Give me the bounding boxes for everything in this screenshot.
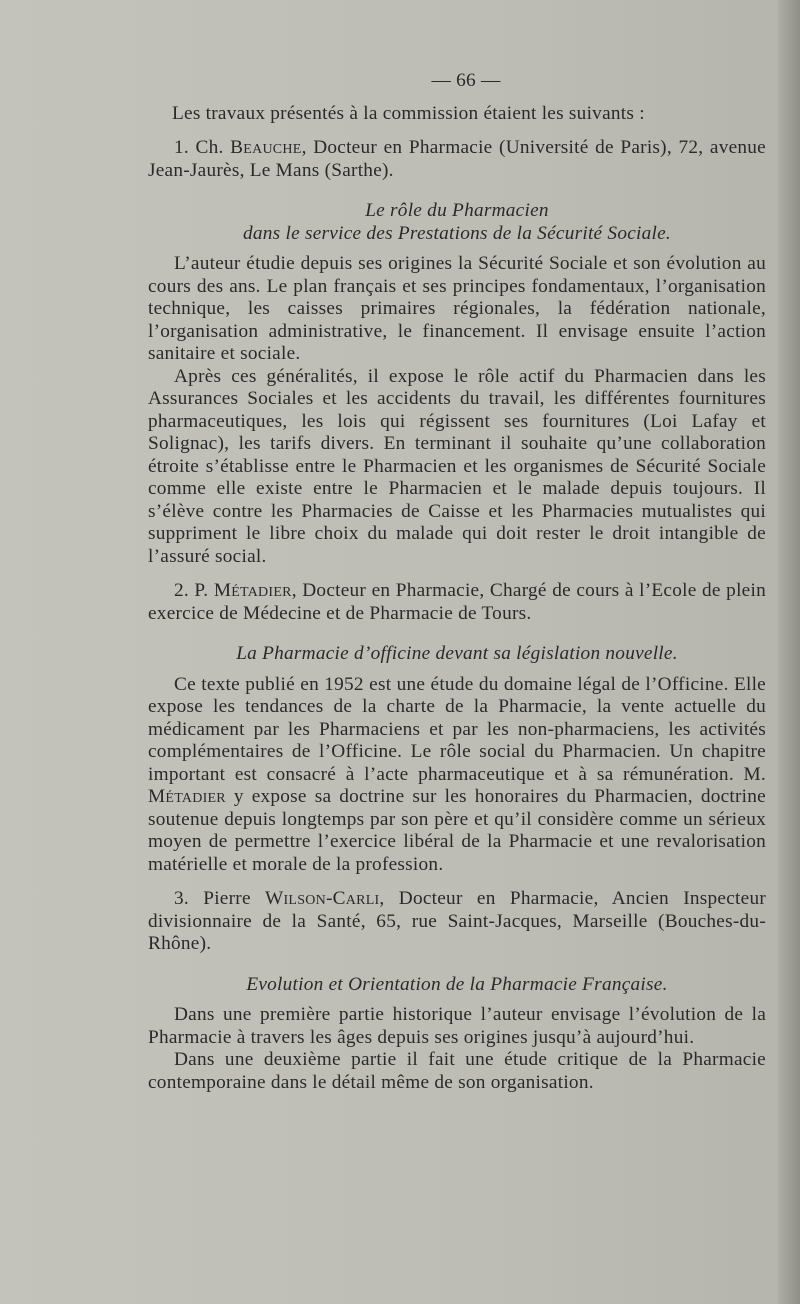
entry-2-heading [148, 580, 766, 625]
entry-number: 1. Ch. [174, 137, 231, 158]
author-affiliation: , Docteur en Pharmacie (Université de Paris), 72, avenue Jean-Jaurès, Le Mans (Sarthe). [148, 137, 766, 181]
entry-3-heading [148, 888, 766, 956]
title-line: Evolution et Orientation de la Pharmacie Française. [246, 973, 668, 995]
author-name: Métadier [148, 786, 226, 807]
entry-number: 3. Pierre [174, 888, 266, 909]
entry-2-paragraph [148, 674, 766, 877]
entry-1-heading [148, 137, 766, 182]
entry-3-paragraph: Dans une deuxième partie il fait une étude critique de la Pharmacie contemporaine dans le détail même de son organisation. [148, 1049, 766, 1093]
author-name: Wilson-Carli [265, 888, 380, 909]
author-affiliation: , Docteur en Pharmacie, Ancien Inspecteur divisionnaire de la Santé, 65, rue Saint-Jacques, Marseille (Bouches-du-Rhône). [148, 888, 766, 954]
entry-1-paragraph: L’auteur étudie depuis ses origines la Sécurité Sociale et son évolution au cours des ans. Le plan français et ses principes fondamentaux, l’organisation technique, les caisses primaires régionales, la fédération nationale, l’organisation administrative, le financement. Il envisage ensuite l’action sanitaire et sociale. [148, 253, 766, 364]
title-line: La Pharmacie d’officine devant sa législation nouvelle. [236, 643, 678, 664]
intro-sentence: Les travaux présentés à la commission étaient les suivants : [172, 102, 645, 124]
page-edge-shadow [778, 0, 800, 1304]
page-number: — 66 — [431, 70, 501, 91]
entry-3-paragraph: Dans une première partie historique l’auteur envisage l’évolution de la Pharmacie à travers les âges depuis ses origines jusqu’à aujourd’hui. [148, 1004, 766, 1048]
entry-2-title [148, 643, 766, 666]
author-affiliation: , Docteur en Pharmacie, Chargé de cours à l’Ecole de plein exercice de Médecine et de Pharmacie de Tours. [148, 580, 766, 624]
entry-1-title [148, 200, 766, 245]
paragraph-text: y expose sa doctrine sur les honoraires du Pharmacien, doctrine soutenue depuis longtemps par son père et qu’il considère comme un sérieux moyen de permettre l’exercice libéral de la Pharmacie et une revalorisation matérielle et morale de la profession. [148, 786, 766, 875]
author-name: Beauche [230, 137, 302, 158]
text-block [148, 70, 766, 1094]
author-name: Métadier [213, 580, 292, 601]
paragraph-text: Ce texte publié en 1952 est une étude du domaine légal de l’Officine. Elle expose les tendances de la charte de la Pharmacie, la vente actuelle du médicament par les Pharmaciens et par les non-pharmaciens, les activités complémentaires de l’Officine. Le rôle social du Pharmacien. Un chapitre important est consacré à l’acte pharmaceutique et à sa rémunération. M. [148, 673, 766, 785]
title-line: dans le service des Prestations de la Sécurité Sociale. [242, 222, 671, 244]
entry-number: 2. P. [174, 580, 214, 601]
entry-1-paragraph: Après ces généralités, il expose le rôle actif du Pharmacien dans les Assurances Sociales et les accidents du travail, les différentes fournitures pharmaceutiques, les lois qui régissent ses fournitures (Loi Lafay et Solignac), les tarifs divers. En terminant il souhaite qu’une collaboration étroite s’établisse entre le Pharmacien et les organismes de Sécurité Sociale comme elle existe entre le Pharmacien et le malade depuis toujours. Il s’élève contre les Pharmacies de Caisse et les Pharmacies mutualistes qui suppriment le libre choix du malade qui doit rester le droit intangible de l’assuré social. [148, 365, 766, 567]
title-line: Le rôle du Pharmacien [365, 200, 549, 221]
entry-3-title [148, 974, 766, 997]
